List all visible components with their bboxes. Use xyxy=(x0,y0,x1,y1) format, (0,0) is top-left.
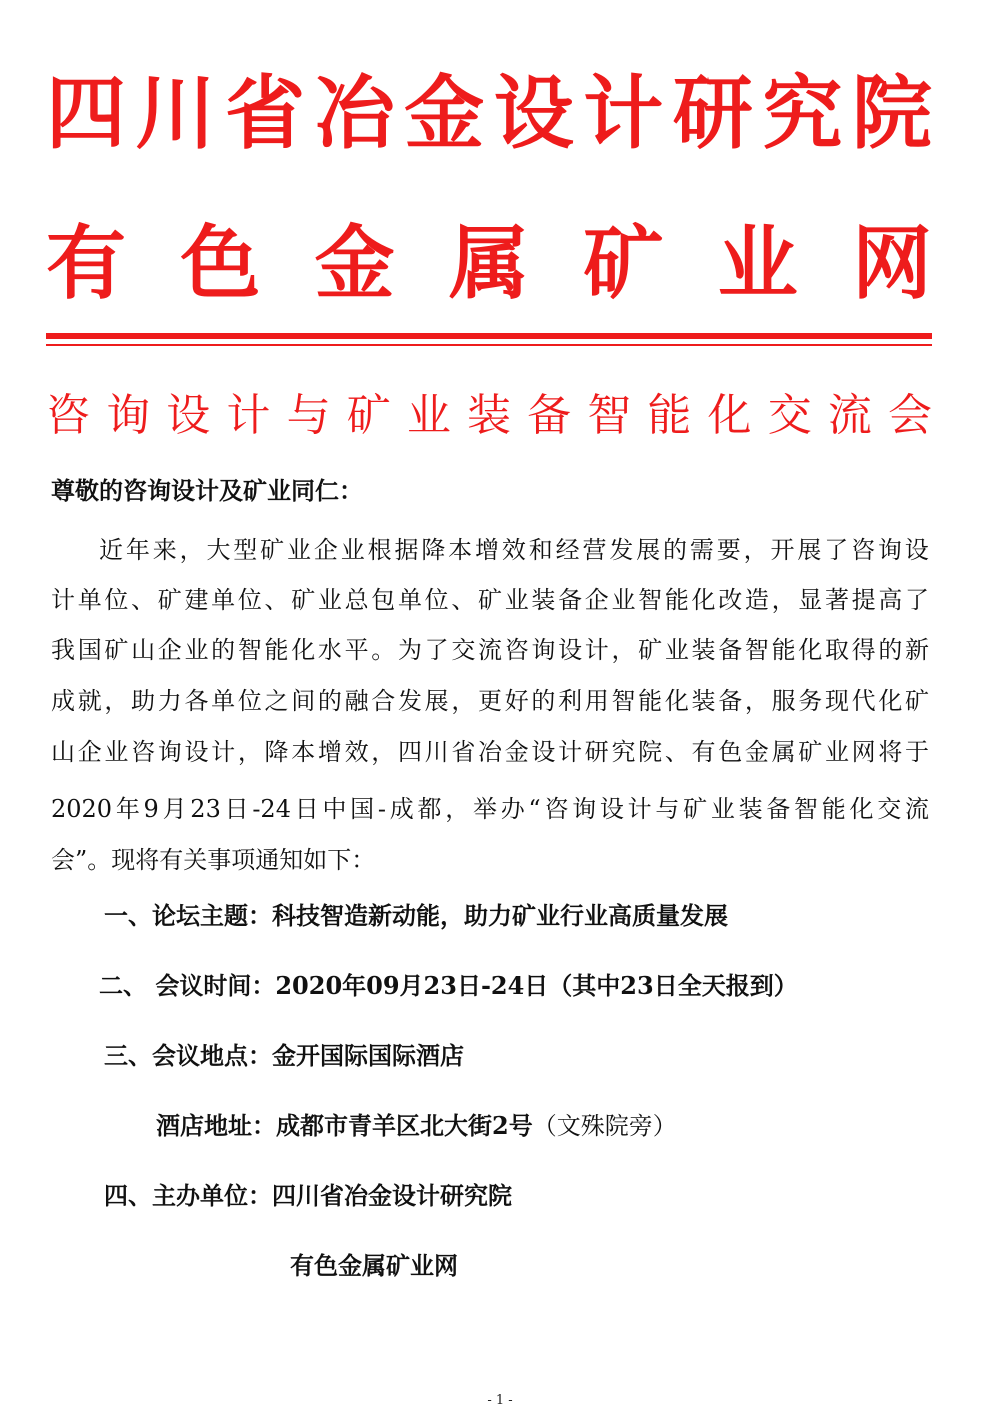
event-title-char: 流 xyxy=(827,390,872,441)
organizer-value: 四川省冶金设计研究院 xyxy=(272,1181,512,1210)
header-rule-thin xyxy=(46,344,932,346)
hotel-address-value: 成都市青羊区北大街2号 xyxy=(276,1111,533,1140)
event-title-char: 备 xyxy=(527,390,572,441)
page-number: - 1 - xyxy=(487,1393,513,1408)
event-title-char: 矿 xyxy=(346,390,391,441)
event-title-char: 装 xyxy=(466,390,511,441)
organization-title xyxy=(46,66,932,162)
forum-theme-value: 科技智造新动能，助力矿业行业高质量发展 xyxy=(272,901,728,930)
event-title-char: 智 xyxy=(587,390,632,441)
paragraph-line: 会”。现将有关事项通知如下： xyxy=(51,846,376,874)
website-title-char: 有 xyxy=(46,217,126,310)
organization-title-char: 金 xyxy=(404,67,485,160)
hotel-address-label: 酒店地址： xyxy=(156,1111,276,1140)
website-title-char: 网 xyxy=(851,217,932,310)
hotel-address-item xyxy=(156,1108,677,1144)
forum-theme-label: 一、论坛主题： xyxy=(104,901,272,930)
paragraph-line: 计 单 位 、 矿 建 单 位 、 矿 业 总 包 单 位 、 矿 业 装 备 企 业 智 能 化 改 造 ， 显 著 提 高 了 xyxy=(51,586,929,614)
organizer-item xyxy=(104,1178,512,1214)
event-title-char: 询 xyxy=(106,390,151,441)
website-title xyxy=(46,216,932,312)
organization-title-char: 计 xyxy=(583,67,664,160)
organizer-second-item xyxy=(290,1248,458,1284)
meeting-venue-value: 金开国际国际酒店 xyxy=(272,1041,464,1070)
meeting-venue-label: 三、会议地点： xyxy=(104,1041,272,1070)
organization-title-char: 设 xyxy=(493,67,574,160)
organization-title-char: 研 xyxy=(672,67,753,160)
organization-title-char: 川 xyxy=(135,67,216,160)
event-title-char: 能 xyxy=(647,390,692,441)
meeting-time-label: 二、 会议时间： xyxy=(99,971,276,1000)
header-rule-thick xyxy=(46,333,932,339)
organizer-label: 四、主办单位： xyxy=(104,1181,272,1210)
website-title-char: 金 xyxy=(314,217,395,310)
event-title-char: 会 xyxy=(887,390,932,441)
event-title-char: 与 xyxy=(286,390,331,441)
salutation: 尊敬的咨询设计及矿业同仁： xyxy=(51,476,363,505)
website-title-char: 色 xyxy=(180,217,261,310)
meeting-time-value: 2020年09月23日-24日（其中23日全天报到） xyxy=(275,971,798,1000)
event-title-char: 咨 xyxy=(46,390,90,441)
organization-title-char: 四 xyxy=(46,67,126,160)
organizer-value-2: 有色金属矿业网 xyxy=(290,1251,458,1280)
website-title-char: 属 xyxy=(448,217,529,310)
meeting-time-item xyxy=(99,968,798,1004)
paragraph-line: 2020 年 9 月 23 日 -24 日 中 国 - 成 都 ， 举 办 “ 咨 询 设 计 与 矿 业 装 备 智 能 化 交 流 xyxy=(51,795,929,823)
event-title-char: 设 xyxy=(166,390,211,441)
website-title-char: 业 xyxy=(717,217,798,310)
event-title-char: 业 xyxy=(406,390,451,441)
event-title-char: 计 xyxy=(226,390,271,441)
organization-title-char: 究 xyxy=(762,67,843,160)
meeting-venue-item xyxy=(104,1038,464,1074)
organization-title-char: 冶 xyxy=(314,67,395,160)
event-title-char: 化 xyxy=(707,390,752,441)
event-title xyxy=(46,388,932,444)
paragraph-line: 近 年 来 ， 大 型 矿 业 企 业 根 据 降 本 增 效 和 经 营 发 展 的 需 要 ， 开 展 了 咨 询 设 xyxy=(99,536,929,564)
paragraph-line: 成 就 ， 助 力 各 单 位 之 间 的 融 合 发 展 ， 更 好 的 利 用 智 能 化 装 备 ， 服 务 现 代 化 矿 xyxy=(51,687,929,715)
hotel-address-note: （文殊院旁） xyxy=(532,1112,677,1140)
organization-title-char: 省 xyxy=(225,67,306,160)
website-title-char: 矿 xyxy=(583,217,664,310)
event-title-char: 交 xyxy=(767,390,812,441)
paragraph-line: 山 企 业 咨 询 设 计 ， 降 本 增 效 ， 四 川 省 冶 金 设 计 研 究 院 、 有 色 金 属 矿 业 网 将 于 xyxy=(51,738,929,766)
paragraph-line: 我 国 矿 山 企 业 的 智 能 化 水 平 。 为 了 交 流 咨 询 设 计 ， 矿 业 装 备 智 能 化 取 得 的 新 xyxy=(51,636,929,664)
forum-theme-item xyxy=(104,898,728,934)
organization-title-char: 院 xyxy=(851,67,932,160)
